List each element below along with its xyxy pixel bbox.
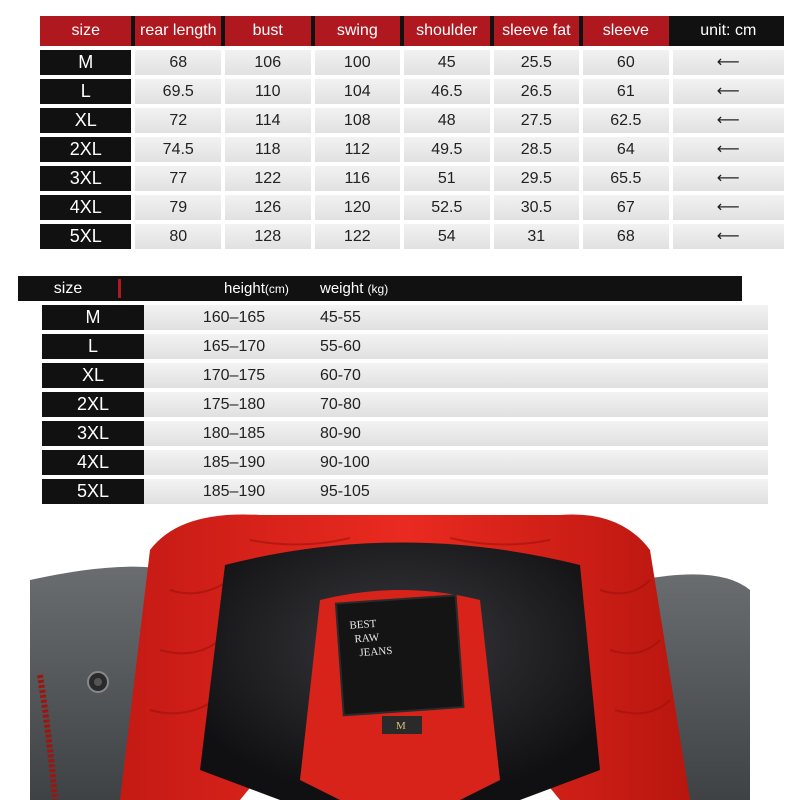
cell-swing: 108 — [315, 108, 401, 133]
cell-unit-arrow: ⟵ — [673, 108, 784, 133]
fit-header-height — [224, 276, 289, 301]
jacket-collar-photo — [0, 510, 800, 800]
measurement-row — [40, 108, 784, 133]
cell-size: 4XL — [40, 195, 131, 220]
cell-size: 5XL — [42, 479, 144, 504]
cell-bust: 122 — [225, 166, 311, 191]
snap-button-center — [94, 678, 102, 686]
cell-rear-length: 80 — [135, 224, 221, 249]
cell-shoulder: 51 — [404, 166, 490, 191]
cell-unit-arrow: ⟵ — [673, 79, 784, 104]
fit-header-weight — [320, 276, 388, 301]
cell-sleeve-fat: 29.5 — [494, 166, 580, 191]
cell-size: 2XL — [42, 392, 144, 417]
cell-bust: 128 — [225, 224, 311, 249]
cell-sleeve: 68 — [583, 224, 669, 249]
cell-swing: 104 — [315, 79, 401, 104]
cell-sleeve-fat: 26.5 — [494, 79, 580, 104]
header-divider — [118, 279, 121, 298]
cell-height: 160–165 — [202, 309, 266, 326]
cell-sleeve-fat: 30.5 — [494, 195, 580, 220]
cell-weight: 80-90 — [320, 425, 361, 442]
cell-weight: 45-55 — [320, 309, 361, 326]
cell-height: 165–170 — [202, 338, 266, 355]
cell-rear-length: 79 — [135, 195, 221, 220]
fit-guide-row — [42, 421, 768, 446]
measurement-row — [40, 79, 784, 104]
cell-bust: 118 — [225, 137, 311, 162]
cell-bust: 126 — [225, 195, 311, 220]
cell-rear-length: 77 — [135, 166, 221, 191]
weight-unit: (kg) — [367, 282, 389, 296]
cell-size: L — [40, 79, 131, 104]
fit-guide-row — [42, 334, 768, 359]
header-bust: bust — [225, 16, 311, 46]
cell-sleeve: 62.5 — [583, 108, 669, 133]
cell-unit-arrow: ⟵ — [673, 166, 784, 191]
header-rear-length: rear length — [135, 16, 221, 46]
cell-sleeve-fat: 25.5 — [494, 50, 580, 75]
fit-header-size: size — [53, 280, 83, 297]
fit-guide-table — [18, 276, 778, 504]
cell-rear-length: 69.5 — [135, 79, 221, 104]
cell-shoulder: 45 — [404, 50, 490, 75]
cell-size: 4XL — [42, 450, 144, 475]
cell-sleeve: 60 — [583, 50, 669, 75]
cell-sleeve: 61 — [583, 79, 669, 104]
cell-shoulder: 52.5 — [404, 195, 490, 220]
cell-swing: 116 — [315, 166, 401, 191]
cell-sleeve: 64 — [583, 137, 669, 162]
cell-swing: 112 — [315, 137, 401, 162]
fit-guide-row — [42, 305, 768, 330]
cell-unit-arrow: ⟵ — [673, 137, 784, 162]
cell-unit-arrow: ⟵ — [673, 224, 784, 249]
cell-weight: 55-60 — [320, 338, 361, 355]
cell-size: M — [40, 50, 131, 75]
cell-rear-length: 74.5 — [135, 137, 221, 162]
cell-sleeve-fat: 28.5 — [494, 137, 580, 162]
cell-height: 185–190 — [202, 483, 266, 500]
cell-size: XL — [40, 108, 131, 133]
fit-guide-header — [18, 276, 742, 301]
measurement-row — [40, 50, 784, 75]
cell-size: 5XL — [40, 224, 131, 249]
cell-shoulder: 46.5 — [404, 79, 490, 104]
cell-sleeve-fat: 27.5 — [494, 108, 580, 133]
cell-bust: 114 — [225, 108, 311, 133]
cell-swing: 122 — [315, 224, 401, 249]
measurement-row — [40, 137, 784, 162]
label-line-3: JEANS — [359, 644, 393, 660]
fit-guide-row — [42, 479, 768, 504]
fit-guide-row — [42, 450, 768, 475]
size-tag-text: M — [396, 720, 406, 732]
measurement-row — [40, 224, 784, 249]
cell-height: 170–175 — [202, 367, 266, 384]
cell-bust: 106 — [225, 50, 311, 75]
cell-height: 180–185 — [202, 425, 266, 442]
fit-guide-body — [18, 305, 778, 504]
header-sleeve: sleeve — [583, 16, 669, 46]
cell-weight: 90-100 — [320, 454, 370, 471]
fit-guide-row — [42, 363, 768, 388]
cell-rear-length: 72 — [135, 108, 221, 133]
cell-shoulder: 49.5 — [404, 137, 490, 162]
header-swing: swing — [315, 16, 401, 46]
label-line-2: RAW — [354, 631, 380, 646]
header-size: size — [40, 16, 131, 46]
cell-size: L — [42, 334, 144, 359]
cell-shoulder: 54 — [404, 224, 490, 249]
header-sleeve-fat: sleeve fat — [494, 16, 580, 46]
height-label: height — [224, 280, 265, 297]
cell-size: 2XL — [40, 137, 131, 162]
measurement-table-body — [40, 50, 784, 249]
cell-swing: 100 — [315, 50, 401, 75]
header-shoulder: shoulder — [404, 16, 490, 46]
measurement-row — [40, 195, 784, 220]
fit-guide-row — [42, 392, 768, 417]
cell-size: 3XL — [42, 421, 144, 446]
measurement-table-header — [40, 16, 784, 46]
cell-weight: 60-70 — [320, 367, 361, 384]
cell-size: 3XL — [40, 166, 131, 191]
cell-sleeve: 67 — [583, 195, 669, 220]
cell-unit-arrow: ⟵ — [673, 195, 784, 220]
cell-sleeve: 65.5 — [583, 166, 669, 191]
cell-size: M — [42, 305, 144, 330]
cell-bust: 110 — [225, 79, 311, 104]
cell-rear-length: 68 — [135, 50, 221, 75]
cell-size: XL — [42, 363, 144, 388]
cell-sleeve-fat: 31 — [494, 224, 580, 249]
cell-height: 185–190 — [202, 454, 266, 471]
cell-weight: 95-105 — [320, 483, 370, 500]
height-unit: (cm) — [264, 282, 289, 296]
weight-label: weight — [320, 280, 364, 297]
cell-weight: 70-80 — [320, 396, 361, 413]
brand-label — [336, 595, 464, 715]
cell-height: 175–180 — [202, 396, 266, 413]
label-line-1: BEST — [349, 617, 377, 632]
measurement-row — [40, 166, 784, 191]
header-unit: unit: cm — [673, 16, 784, 46]
cell-shoulder: 48 — [404, 108, 490, 133]
measurement-table — [40, 16, 784, 249]
cell-swing: 120 — [315, 195, 401, 220]
cell-unit-arrow: ⟵ — [673, 50, 784, 75]
